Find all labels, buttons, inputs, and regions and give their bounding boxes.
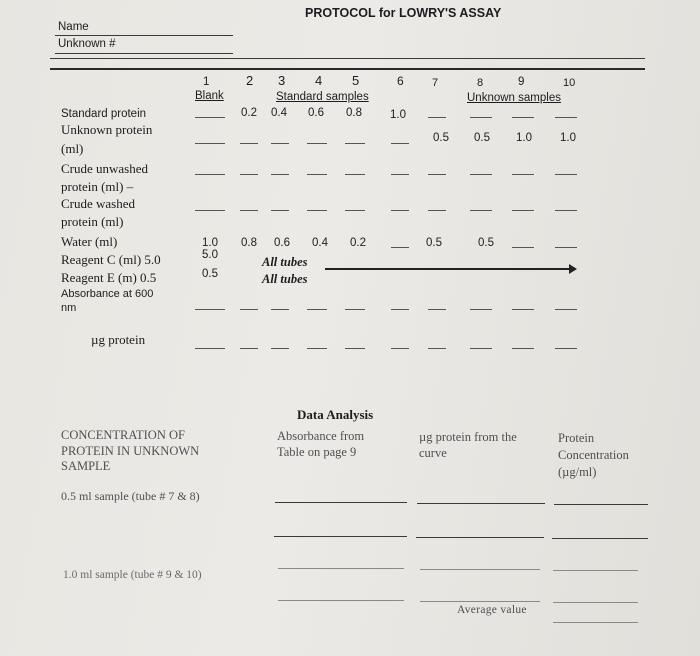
col-3-number: 3: [278, 73, 286, 88]
page-title: PROTOCOL for LOWRY'S ASSAY: [305, 6, 502, 20]
std-protein-tube-6: 1.0: [390, 109, 406, 121]
ug-curve-heading-2: curve: [419, 446, 447, 460]
average-line: [553, 622, 638, 623]
water-tube-5: 0.2: [350, 237, 366, 249]
sample-05ml-label: 0.5 ml sample (tube # 7 & 8): [61, 489, 200, 503]
table-blank-dash: [470, 348, 492, 349]
row-absorbance-1: Absorbance at 600: [61, 288, 154, 300]
table-blank-dash: [240, 143, 258, 144]
table-blank-dash: [195, 143, 225, 144]
abs-10-line-2: [278, 600, 404, 601]
col-2-number: 2: [246, 73, 254, 88]
col-7-number: 7: [432, 77, 439, 89]
all-tubes-arrow-line: [325, 268, 570, 270]
table-blank-dash: [512, 247, 534, 248]
conc-heading-1: CONCENTRATION OF: [61, 428, 185, 442]
row-crude-washed-2: protein (ml): [61, 214, 124, 229]
unk-protein-tube-10: 1.0: [560, 132, 576, 144]
table-blank-dash: [271, 143, 289, 144]
all-tubes-reagent-c: All tubes: [262, 255, 308, 269]
table-blank-dash: [470, 117, 492, 118]
water-tube-7: 0.5: [426, 237, 442, 249]
col-8-number: 8: [477, 77, 484, 89]
table-blank-dash: [555, 117, 577, 118]
table-blank-dash: [195, 117, 225, 118]
conc-10-line-2: [553, 602, 638, 603]
unk-protein-tube-9: 1.0: [516, 132, 532, 144]
standard-samples-label: Standard samples: [276, 91, 369, 103]
col-6-number: 6: [397, 74, 404, 88]
col-5-number: 5: [352, 73, 360, 88]
table-blank-dash: [428, 210, 446, 211]
row-reagent-c: Reagent C (ml) 5.0: [61, 252, 161, 267]
table-blank-dash: [345, 174, 365, 175]
table-blank-dash: [512, 174, 534, 175]
table-blank-dash: [195, 210, 225, 211]
row-absorbance-2: nm: [61, 302, 77, 314]
name-line: [55, 35, 233, 36]
blank-label: Blank: [195, 90, 224, 102]
water-tube-3: 0.6: [274, 237, 290, 249]
table-blank-dash: [307, 348, 327, 349]
unknown-line: [55, 53, 233, 54]
table-blank-dash: [307, 174, 327, 175]
table-blank-dash: [512, 117, 534, 118]
conc-heading-3: SAMPLE: [61, 459, 111, 473]
abs-05-line-1: [275, 502, 407, 503]
data-analysis-heading: Data Analysis: [297, 407, 374, 422]
table-blank-dash: [391, 210, 409, 211]
table-blank-dash: [428, 309, 446, 310]
water-tube-8: 0.5: [478, 237, 494, 249]
abs-10-line-1: [278, 568, 404, 569]
table-blank-dash: [345, 210, 365, 211]
table-blank-dash: [240, 348, 258, 349]
name-label: Name: [58, 21, 89, 33]
table-blank-dash: [391, 247, 409, 248]
table-blank-dash: [391, 174, 409, 175]
water-tube-1: 1.0: [202, 237, 218, 249]
table-blank-dash: [428, 348, 446, 349]
table-blank-dash: [195, 309, 225, 310]
col-10-number: 10: [563, 77, 576, 89]
std-protein-tube-3: 0.4: [271, 107, 287, 119]
table-blank-dash: [345, 143, 365, 144]
table-blank-dash: [307, 309, 327, 310]
unk-protein-tube-7: 0.5: [433, 132, 449, 144]
row-water: Water (ml): [61, 234, 118, 249]
table-blank-dash: [271, 309, 289, 310]
unknown-label: Unknown #: [58, 38, 116, 50]
conc-10-line-1: [553, 570, 638, 571]
table-blank-dash: [391, 348, 409, 349]
table-blank-dash: [271, 174, 289, 175]
sample-10ml-label: 1.0 ml sample (tube # 9 & 10): [63, 569, 202, 581]
conc-05-line-2: [552, 538, 648, 539]
header-divider-top: [50, 58, 645, 59]
reagent-c-tube-1: 5.0: [202, 249, 218, 261]
reagent-e-tube-1: 0.5: [202, 268, 218, 280]
table-blank-dash: [512, 210, 534, 211]
table-blank-dash: [470, 174, 492, 175]
row-crude-washed-1: Crude washed: [61, 196, 136, 211]
std-protein-tube-2: 0.2: [241, 107, 257, 119]
std-protein-tube-5: 0.8: [346, 107, 362, 119]
protein-conc-heading-1: Protein: [558, 431, 595, 445]
table-blank-dash: [470, 210, 492, 211]
table-blank-dash: [428, 117, 446, 118]
table-blank-dash: [240, 309, 258, 310]
table-blank-dash: [428, 174, 446, 175]
water-tube-4: 0.4: [312, 237, 328, 249]
table-blank-dash: [555, 174, 577, 175]
std-protein-tube-4: 0.6: [308, 107, 324, 119]
unk-protein-tube-8: 0.5: [474, 132, 490, 144]
conc-05-line-1: [554, 504, 648, 505]
unknown-samples-label: Unknown samples: [467, 92, 561, 104]
table-blank-dash: [391, 143, 409, 144]
col-9-number: 9: [518, 76, 525, 88]
header-divider-bottom: [50, 68, 645, 70]
table-blank-dash: [555, 348, 577, 349]
abs-05-line-2: [274, 536, 407, 537]
row-unknown-protein-1: Unknown protein: [61, 122, 153, 137]
protein-conc-heading-2: Concentration: [558, 448, 629, 462]
conc-heading-2: PROTEIN IN UNKNOWN: [61, 444, 200, 458]
table-blank-dash: [470, 309, 492, 310]
ug-curve-heading-1: µg protein from the: [419, 430, 517, 444]
row-ug-protein: µg protein: [91, 332, 146, 347]
table-blank-dash: [240, 210, 258, 211]
table-blank-dash: [240, 174, 258, 175]
row-reagent-e: Reagent E (m) 0.5: [61, 270, 157, 285]
row-crude-unwashed-1: Crude unwashed: [61, 161, 149, 176]
col-4-number: 4: [315, 73, 323, 88]
table-blank-dash: [195, 174, 225, 175]
water-tube-2: 0.8: [241, 237, 257, 249]
ug-10-line-2: [420, 601, 540, 602]
row-unknown-protein-2: (ml): [61, 141, 84, 156]
ug-10-line-1: [420, 569, 540, 570]
all-tubes-reagent-e: All tubes: [262, 272, 308, 286]
row-standard-protein: Standard protein: [61, 108, 147, 120]
table-blank-dash: [391, 309, 409, 310]
ug-05-line-2: [416, 537, 544, 538]
table-blank-dash: [307, 143, 327, 144]
table-blank-dash: [345, 348, 365, 349]
table-blank-dash: [271, 210, 289, 211]
average-value-label: Average value: [457, 604, 527, 616]
table-blank-dash: [345, 309, 365, 310]
table-blank-dash: [195, 348, 225, 349]
table-blank-dash: [271, 348, 289, 349]
col-1-number: 1: [203, 76, 210, 88]
table-blank-dash: [555, 210, 577, 211]
protein-conc-heading-3: (µg/ml): [558, 465, 597, 479]
absorbance-heading-1: Absorbance from: [277, 429, 365, 443]
row-crude-unwashed-2: protein (ml) –: [61, 179, 134, 194]
table-blank-dash: [307, 210, 327, 211]
table-blank-dash: [555, 247, 577, 248]
all-tubes-arrow-head: [569, 264, 577, 274]
table-blank-dash: [512, 309, 534, 310]
table-blank-dash: [555, 309, 577, 310]
ug-05-line-1: [417, 503, 545, 504]
absorbance-heading-2: Table on page 9: [277, 445, 357, 459]
table-blank-dash: [512, 348, 534, 349]
